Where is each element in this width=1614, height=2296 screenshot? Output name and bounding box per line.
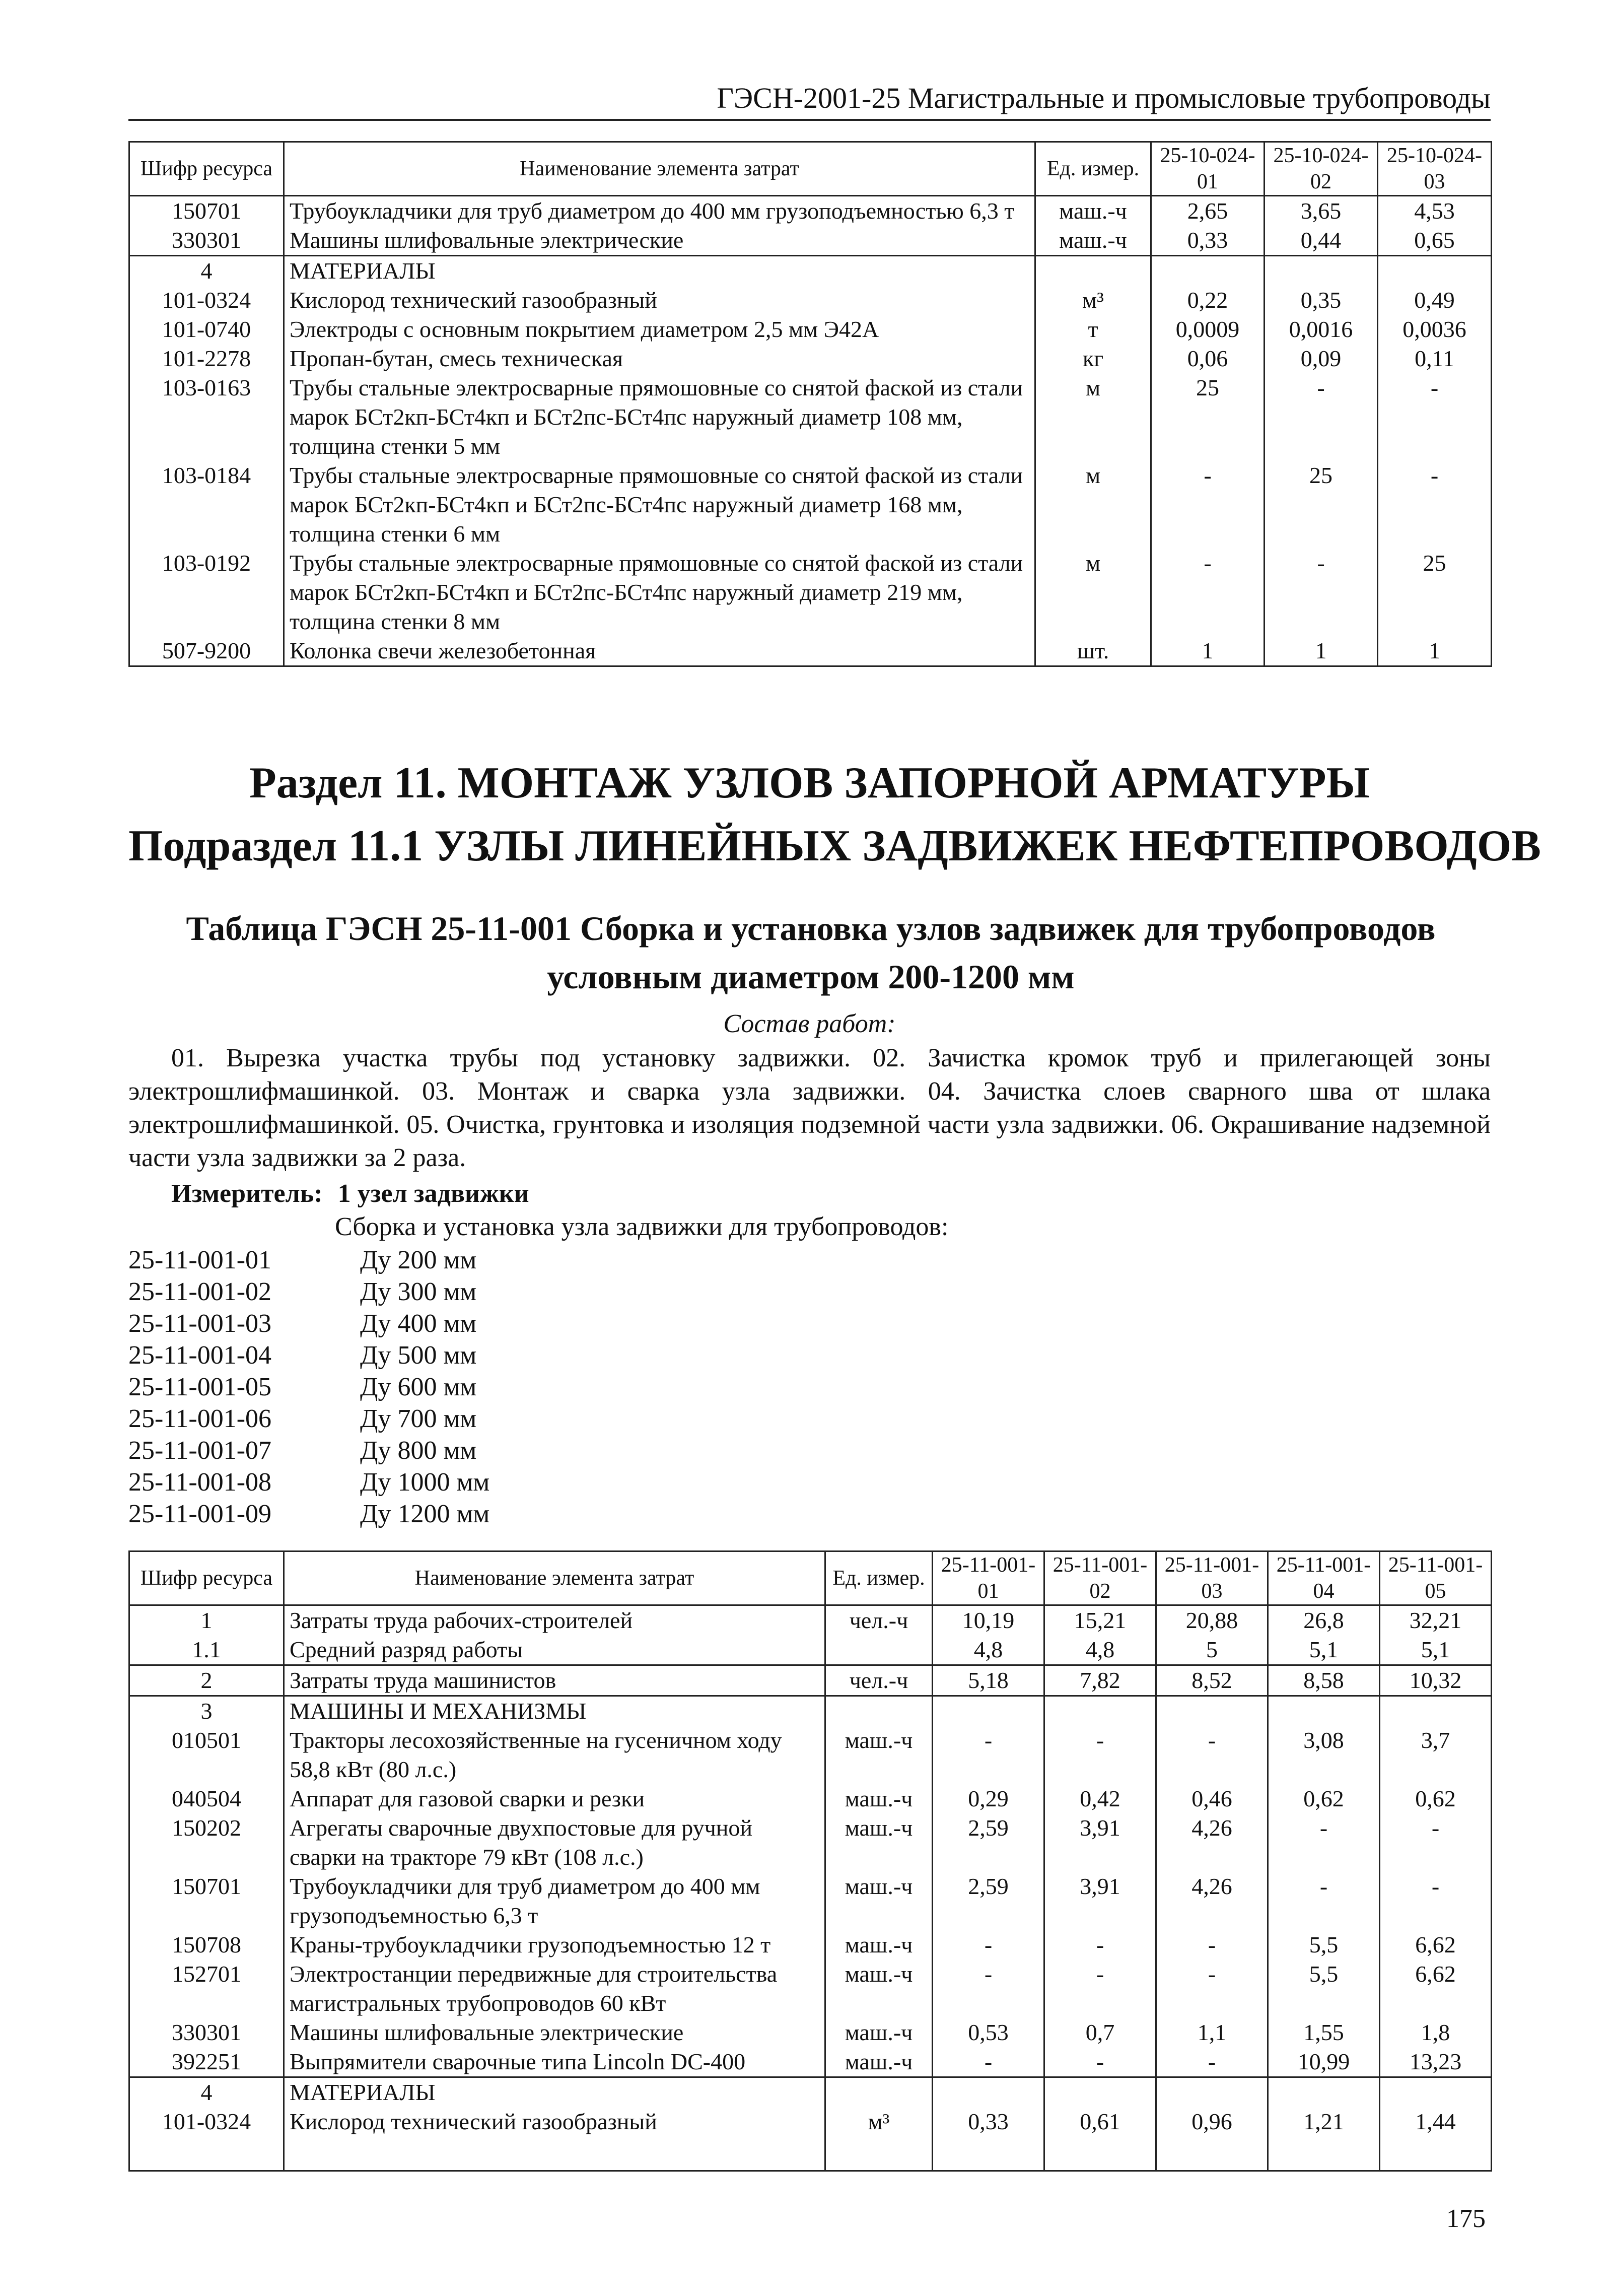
norm-value: 1,55 bbox=[1268, 2018, 1380, 2047]
resource-name: Электростанции передвижные для строительства магистральных трубопроводов 60 кВт bbox=[284, 1960, 825, 2018]
empty-cell bbox=[933, 2136, 1044, 2171]
resource-code: 150701 bbox=[129, 1872, 284, 1930]
resource-name: Трубы стальные электросварные прямошовные со снятой фаской из стали марок БСт2кп-БСт4кп и БСт2пс-БСт4пс наружный диаметр 168 мм, толщина стенки 6 мм bbox=[284, 461, 1035, 549]
table-row bbox=[129, 636, 1492, 666]
norm-value bbox=[1380, 1696, 1492, 1726]
norm-code-row bbox=[128, 1371, 489, 1403]
norm-value: 3,65 bbox=[1265, 196, 1378, 226]
norm-value: - bbox=[933, 1960, 1044, 2018]
norm-value: 0,33 bbox=[1151, 226, 1265, 256]
resource-unit: маш.-ч bbox=[825, 1813, 933, 1872]
norm-value: - bbox=[1378, 373, 1492, 461]
resource-code: 330301 bbox=[129, 226, 284, 256]
norm-value bbox=[1378, 256, 1492, 286]
resource-code: 4 bbox=[129, 256, 284, 286]
norm-value: 4,26 bbox=[1156, 1872, 1268, 1930]
norm-value: - bbox=[1151, 461, 1265, 549]
norm-value: 4,8 bbox=[1044, 1635, 1156, 1665]
resource-code: 1 bbox=[129, 1605, 284, 1636]
resource-name: Агрегаты сварочные двухпостовые для ручной сварки на тракторе 79 кВт (108 л.с.) bbox=[284, 1813, 825, 1872]
table-row bbox=[129, 2047, 1492, 2077]
norm-value: 4,53 bbox=[1378, 196, 1492, 226]
table-row bbox=[129, 1696, 1492, 1726]
nominal-diameter: Ду 300 мм bbox=[360, 1277, 477, 1306]
norm-code: 25-11-001-04 bbox=[128, 1341, 272, 1370]
resource-unit: чел.-ч bbox=[825, 1605, 933, 1636]
table1-col-norm: 25-10-024-02 bbox=[1265, 142, 1378, 196]
resource-name: Машины шлифовальные электрические bbox=[284, 226, 1035, 256]
nominal-diameter: Ду 1200 мм bbox=[360, 1500, 490, 1528]
table1-col-norm: 25-10-024-03 bbox=[1378, 142, 1492, 196]
norm-code-row bbox=[128, 1308, 489, 1339]
resource-name: Электроды с основным покрытием диаметром 2,5 мм Э42А bbox=[284, 315, 1035, 344]
resource-unit: кг bbox=[1035, 344, 1151, 373]
resource-name: МАТЕРИАЛЫ bbox=[284, 2077, 825, 2108]
resource-unit: т bbox=[1035, 315, 1151, 344]
empty-cell bbox=[1044, 2136, 1156, 2171]
norm-value: 0,0036 bbox=[1378, 315, 1492, 344]
norm-value bbox=[933, 1696, 1044, 1726]
resource-code: 150708 bbox=[129, 1930, 284, 1960]
resource-code: 330301 bbox=[129, 2018, 284, 2047]
norm-value: 0,46 bbox=[1156, 1784, 1268, 1813]
resource-unit bbox=[825, 1696, 933, 1726]
table-row bbox=[129, 315, 1492, 344]
table-row bbox=[129, 256, 1492, 286]
table-row bbox=[129, 226, 1492, 256]
works-description: 01. Вырезка участка трубы под установку задвижки. 02. Зачистка кромок труб и прилегающей зоны электрошлифмашинкой. 03. Монтаж и сварка узла задвижки. 04. Зачистка слоев сварного шва от шлака электрошлифмашинкой. 05. Очистка, грунтовка и изоляция подземной части узла задвижки. 06. Окрашивание надземной части узла задвижки за 2 раза. bbox=[128, 1044, 1491, 1172]
norm-value: 1 bbox=[1151, 636, 1265, 666]
norm-value: 4,8 bbox=[933, 1635, 1044, 1665]
table2-col-code: Шифр ресурса bbox=[129, 1551, 284, 1605]
table-tail-row bbox=[129, 2136, 1492, 2171]
table2-col-norm: 25-11-001-03 bbox=[1156, 1551, 1268, 1605]
resource-code: 101-0740 bbox=[129, 315, 284, 344]
norm-code-row bbox=[128, 1403, 489, 1435]
norm-value bbox=[1380, 2077, 1492, 2108]
norm-value bbox=[1151, 256, 1265, 286]
norm-code: 25-11-001-06 bbox=[128, 1404, 272, 1433]
table2-body bbox=[129, 1605, 1492, 2171]
resource-name: Трубы стальные электросварные прямошовные со снятой фаской из стали марок БСт2кп-БСт4кп и БСт2пс-БСт4пс наружный диаметр 108 мм, толщина стенки 5 мм bbox=[284, 373, 1035, 461]
norm-value: 5,18 bbox=[933, 1665, 1044, 1696]
resource-unit: маш.-ч bbox=[825, 1960, 933, 2018]
table-row bbox=[129, 1784, 1492, 1813]
resource-name: Тракторы лесохозяйственные на гусеничном ходу 58,8 кВт (80 л.с.) bbox=[284, 1726, 825, 1784]
table2-col-name: Наименование элемента затрат bbox=[284, 1551, 825, 1605]
resource-unit: м bbox=[1035, 373, 1151, 461]
section-title: Раздел 11. МОНТАЖ УЗЛОВ ЗАПОРНОЙ АРМАТУРЫ bbox=[249, 759, 1370, 807]
norm-value: - bbox=[1268, 1813, 1380, 1872]
empty-cell bbox=[1268, 2136, 1380, 2171]
norm-code-row bbox=[128, 1276, 489, 1308]
empty-cell bbox=[129, 2136, 284, 2171]
norm-code-row bbox=[128, 1435, 489, 1466]
resource-code: 103-0163 bbox=[129, 373, 284, 461]
resource-name: Машины шлифовальные электрические bbox=[284, 2018, 825, 2047]
norm-value: 6,62 bbox=[1380, 1960, 1492, 2018]
resource-code: 101-2278 bbox=[129, 344, 284, 373]
resource-unit: маш.-ч bbox=[825, 1930, 933, 1960]
table2-header-row bbox=[129, 1551, 1492, 1605]
resource-name: Трубоукладчики для труб диаметром до 400 мм грузоподъемностью 6,3 т bbox=[284, 196, 1035, 226]
norm-value: 0,0016 bbox=[1265, 315, 1378, 344]
norm-value: 0,96 bbox=[1156, 2107, 1268, 2136]
norm-value: 13,23 bbox=[1380, 2047, 1492, 2077]
empty-cell bbox=[825, 2136, 933, 2171]
norm-code: 25-11-001-01 bbox=[128, 1246, 272, 1274]
norm-value bbox=[1044, 2077, 1156, 2108]
norm-value: 1 bbox=[1265, 636, 1378, 666]
resource-code: 101-0324 bbox=[129, 2107, 284, 2136]
table-row bbox=[129, 196, 1492, 226]
norm-value: 32,21 bbox=[1380, 1605, 1492, 1636]
norm-value: 6,62 bbox=[1380, 1930, 1492, 1960]
norm-value: 2,59 bbox=[933, 1813, 1044, 1872]
nominal-diameter: Ду 200 мм bbox=[360, 1246, 477, 1274]
norm-value: - bbox=[1268, 1872, 1380, 1930]
resource-unit: маш.-ч bbox=[825, 2047, 933, 2077]
resource-name: Кислород технический газообразный bbox=[284, 2107, 825, 2136]
resource-unit: маш.-ч bbox=[825, 1784, 933, 1813]
norm-value: - bbox=[1156, 2047, 1268, 2077]
table-row bbox=[129, 1726, 1492, 1784]
norm-value: - bbox=[1156, 1930, 1268, 1960]
norm-value: - bbox=[1380, 1813, 1492, 1872]
table1-body bbox=[129, 196, 1492, 666]
resource-code: 392251 bbox=[129, 2047, 284, 2077]
resource-code: 1.1 bbox=[129, 1635, 284, 1665]
resource-name: Колонка свечи железобетонная bbox=[284, 636, 1035, 666]
norm-code-row bbox=[128, 1339, 489, 1371]
nominal-diameter: Ду 600 мм bbox=[360, 1373, 477, 1401]
norm-value: 3,91 bbox=[1044, 1872, 1156, 1930]
nominal-diameter: Ду 500 мм bbox=[360, 1341, 477, 1370]
norm-value: - bbox=[1044, 1726, 1156, 1784]
norm-value: 5,1 bbox=[1380, 1635, 1492, 1665]
resource-code: 103-0184 bbox=[129, 461, 284, 549]
resource-unit: чел.-ч bbox=[825, 1665, 933, 1696]
resource-name: Краны-трубоукладчики грузоподъемностью 12 т bbox=[284, 1930, 825, 1960]
gesn-table-title: Таблица ГЭСН 25-11-001 Сборка и установка узлов задвижек для трубопроводов условным диаметром 200-1200 мм bbox=[186, 909, 1436, 996]
meter-subtitle: Сборка и установка узла задвижки для трубопроводов: bbox=[335, 1212, 949, 1241]
norm-value: 5,5 bbox=[1268, 1930, 1380, 1960]
norm-value: 10,99 bbox=[1268, 2047, 1380, 2077]
norm-value: 8,58 bbox=[1268, 1665, 1380, 1696]
norm-value: 0,33 bbox=[933, 2107, 1044, 2136]
table-row bbox=[129, 1872, 1492, 1930]
resource-name: Аппарат для газовой сварки и резки bbox=[284, 1784, 825, 1813]
norm-value bbox=[1156, 1696, 1268, 1726]
resource-name: Кислород технический газообразный bbox=[284, 286, 1035, 315]
table-row bbox=[129, 1605, 1492, 1636]
resource-unit: шт. bbox=[1035, 636, 1151, 666]
norm-code-list bbox=[128, 1244, 489, 1530]
resource-table bbox=[128, 1550, 1492, 2172]
resource-unit: маш.-ч bbox=[825, 1726, 933, 1784]
resource-code: 150701 bbox=[129, 196, 284, 226]
table2-col-norm: 25-11-001-01 bbox=[933, 1551, 1044, 1605]
norm-value bbox=[1265, 256, 1378, 286]
table2-col-norm: 25-11-001-05 bbox=[1380, 1551, 1492, 1605]
resource-code: 103-0192 bbox=[129, 549, 284, 636]
resource-code: 152701 bbox=[129, 1960, 284, 2018]
running-header: ГЭСН-2001-25 Магистральные и промысловые трубопроводы bbox=[717, 82, 1491, 114]
table-row bbox=[129, 549, 1492, 636]
resource-unit: маш.-ч bbox=[1035, 226, 1151, 256]
nominal-diameter: Ду 1000 мм bbox=[360, 1468, 490, 1497]
empty-cell bbox=[1156, 2136, 1268, 2171]
table1-col-unit: Ед. измер. bbox=[1035, 142, 1151, 196]
norm-value: - bbox=[1265, 373, 1378, 461]
norm-value: 5 bbox=[1156, 1635, 1268, 1665]
norm-value: 0,29 bbox=[933, 1784, 1044, 1813]
norm-code: 25-11-001-02 bbox=[128, 1277, 272, 1306]
resource-code: 507-9200 bbox=[129, 636, 284, 666]
table1-header-row bbox=[129, 142, 1492, 196]
resource-code: 010501 bbox=[129, 1726, 284, 1784]
resource-code: 2 bbox=[129, 1665, 284, 1696]
table-row bbox=[129, 344, 1492, 373]
norm-value: - bbox=[1151, 549, 1265, 636]
resource-name: Средний разряд работы bbox=[284, 1635, 825, 1665]
resource-name: Выпрямители сварочные типа Lincoln DC-400 bbox=[284, 2047, 825, 2077]
norm-value: - bbox=[1156, 1726, 1268, 1784]
resource-table-continued bbox=[128, 141, 1492, 667]
resource-unit bbox=[825, 1635, 933, 1665]
norm-value: 20,88 bbox=[1156, 1605, 1268, 1636]
nominal-diameter: Ду 400 мм bbox=[360, 1309, 477, 1338]
norm-value: 4,26 bbox=[1156, 1813, 1268, 1872]
table1-col-code: Шифр ресурса bbox=[129, 142, 284, 196]
norm-value: 10,32 bbox=[1380, 1665, 1492, 1696]
resource-name: Пропан-бутан, смесь техническая bbox=[284, 344, 1035, 373]
norm-value: - bbox=[933, 1930, 1044, 1960]
norm-code-row bbox=[128, 1244, 489, 1276]
resource-name: Затраты труда рабочих-строителей bbox=[284, 1605, 825, 1636]
resource-unit: м³ bbox=[825, 2107, 933, 2136]
norm-value bbox=[1268, 1696, 1380, 1726]
resource-name: Затраты труда машинистов bbox=[284, 1665, 825, 1696]
resource-code: 150202 bbox=[129, 1813, 284, 1872]
norm-value: 0,61 bbox=[1044, 2107, 1156, 2136]
norm-value: - bbox=[933, 2047, 1044, 2077]
table-row bbox=[129, 1930, 1492, 1960]
norm-value: 10,19 bbox=[933, 1605, 1044, 1636]
norm-value: 5,5 bbox=[1268, 1960, 1380, 2018]
norm-value: 7,82 bbox=[1044, 1665, 1156, 1696]
resource-code: 040504 bbox=[129, 1784, 284, 1813]
norm-value: 25 bbox=[1378, 549, 1492, 636]
resource-unit: м³ bbox=[1035, 286, 1151, 315]
norm-code: 25-11-001-08 bbox=[128, 1468, 272, 1497]
norm-code-row bbox=[128, 1498, 489, 1530]
norm-value: 1,21 bbox=[1268, 2107, 1380, 2136]
norm-value: 1,8 bbox=[1380, 2018, 1492, 2047]
norm-value: 0,44 bbox=[1265, 226, 1378, 256]
norm-value bbox=[1156, 2077, 1268, 2108]
table-row bbox=[129, 1635, 1492, 1665]
norm-value: - bbox=[1044, 2047, 1156, 2077]
norm-value: 0,42 bbox=[1044, 1784, 1156, 1813]
meter-line bbox=[171, 1178, 529, 1210]
norm-value: 0,11 bbox=[1378, 344, 1492, 373]
meter-value: 1 узел задвижки bbox=[337, 1179, 529, 1208]
norm-code: 25-11-001-07 bbox=[128, 1436, 272, 1465]
norm-value: - bbox=[933, 1726, 1044, 1784]
resource-name: Трубоукладчики для труб диаметром до 400 мм грузоподъемностью 6,3 т bbox=[284, 1872, 825, 1930]
works-heading: Состав работ: bbox=[723, 1009, 896, 1038]
nominal-diameter: Ду 700 мм bbox=[360, 1404, 477, 1433]
norm-code: 25-11-001-09 bbox=[128, 1500, 272, 1528]
norm-value: 25 bbox=[1151, 373, 1265, 461]
resource-unit: маш.-ч bbox=[1035, 196, 1151, 226]
page-number: 175 bbox=[1446, 2204, 1486, 2233]
table1-col-name: Наименование элемента затрат bbox=[284, 142, 1035, 196]
table2-col-norm: 25-11-001-04 bbox=[1268, 1551, 1380, 1605]
norm-value: - bbox=[1044, 1960, 1156, 2018]
resource-unit bbox=[1035, 256, 1151, 286]
norm-value bbox=[1044, 1696, 1156, 1726]
norm-value: - bbox=[1156, 1960, 1268, 2018]
resource-unit bbox=[825, 2077, 933, 2108]
norm-value: - bbox=[1265, 549, 1378, 636]
norm-value: 0,06 bbox=[1151, 344, 1265, 373]
empty-cell bbox=[1380, 2136, 1492, 2171]
norm-value: 8,52 bbox=[1156, 1665, 1268, 1696]
resource-name: Трубы стальные электросварные прямошовные со снятой фаской из стали марок БСт2кп-БСт4кп и БСт2пс-БСт4пс наружный диаметр 219 мм, толщина стенки 8 мм bbox=[284, 549, 1035, 636]
norm-value: 26,8 bbox=[1268, 1605, 1380, 1636]
norm-value: 25 bbox=[1265, 461, 1378, 549]
table-row bbox=[129, 1960, 1492, 2018]
norm-value: 5,1 bbox=[1268, 1635, 1380, 1665]
norm-value: 0,62 bbox=[1268, 1784, 1380, 1813]
norm-value: 1,1 bbox=[1156, 2018, 1268, 2047]
norm-value: 0,09 bbox=[1265, 344, 1378, 373]
norm-value: 0,35 bbox=[1265, 286, 1378, 315]
norm-value bbox=[1268, 2077, 1380, 2108]
table-row bbox=[129, 2077, 1492, 2108]
norm-value: 3,91 bbox=[1044, 1813, 1156, 1872]
table-row bbox=[129, 1665, 1492, 1696]
norm-value: 0,65 bbox=[1378, 226, 1492, 256]
table-row bbox=[129, 461, 1492, 549]
norm-value: - bbox=[1044, 1930, 1156, 1960]
nominal-diameter: Ду 800 мм bbox=[360, 1436, 477, 1465]
table-row bbox=[129, 373, 1492, 461]
table2-col-norm: 25-11-001-02 bbox=[1044, 1551, 1156, 1605]
resource-code: 4 bbox=[129, 2077, 284, 2108]
norm-code: 25-11-001-03 bbox=[128, 1309, 272, 1338]
resource-name: МАТЕРИАЛЫ bbox=[284, 256, 1035, 286]
norm-value: 2,59 bbox=[933, 1872, 1044, 1930]
norm-code: 25-11-001-05 bbox=[128, 1373, 272, 1401]
resource-unit: маш.-ч bbox=[825, 2018, 933, 2047]
norm-value: 0,49 bbox=[1378, 286, 1492, 315]
header-rule bbox=[128, 119, 1491, 121]
meter-label: Измеритель: bbox=[171, 1179, 323, 1208]
resource-unit: м bbox=[1035, 549, 1151, 636]
table-row bbox=[129, 286, 1492, 315]
norm-value: 0,0009 bbox=[1151, 315, 1265, 344]
norm-value: 3,08 bbox=[1268, 1726, 1380, 1784]
norm-value: 0,53 bbox=[933, 2018, 1044, 2047]
resource-code: 3 bbox=[129, 1696, 284, 1726]
table1-col-norm: 25-10-024-01 bbox=[1151, 142, 1265, 196]
norm-value: - bbox=[1380, 1872, 1492, 1930]
resource-unit: маш.-ч bbox=[825, 1872, 933, 1930]
resource-name: МАШИНЫ И МЕХАНИЗМЫ bbox=[284, 1696, 825, 1726]
resource-unit: м bbox=[1035, 461, 1151, 549]
resource-code: 101-0324 bbox=[129, 286, 284, 315]
norm-value: 3,7 bbox=[1380, 1726, 1492, 1784]
norm-value: 15,21 bbox=[1044, 1605, 1156, 1636]
table2-col-unit: Ед. измер. bbox=[825, 1551, 933, 1605]
norm-value: 2,65 bbox=[1151, 196, 1265, 226]
table-row bbox=[129, 2107, 1492, 2136]
norm-value: 0,62 bbox=[1380, 1784, 1492, 1813]
norm-value: 0,22 bbox=[1151, 286, 1265, 315]
norm-value: 1 bbox=[1378, 636, 1492, 666]
norm-value: 0,7 bbox=[1044, 2018, 1156, 2047]
table-row bbox=[129, 2018, 1492, 2047]
norm-code-row bbox=[128, 1466, 489, 1498]
table-row bbox=[129, 1813, 1492, 1872]
norm-value bbox=[933, 2077, 1044, 2108]
norm-value: 1,44 bbox=[1380, 2107, 1492, 2136]
empty-cell bbox=[284, 2136, 825, 2171]
norm-value: - bbox=[1378, 461, 1492, 549]
subsection-title: Подраздел 11.1 УЗЛЫ ЛИНЕЙНЫХ ЗАДВИЖЕК НЕФТЕПРОВОДОВ bbox=[128, 822, 1541, 870]
